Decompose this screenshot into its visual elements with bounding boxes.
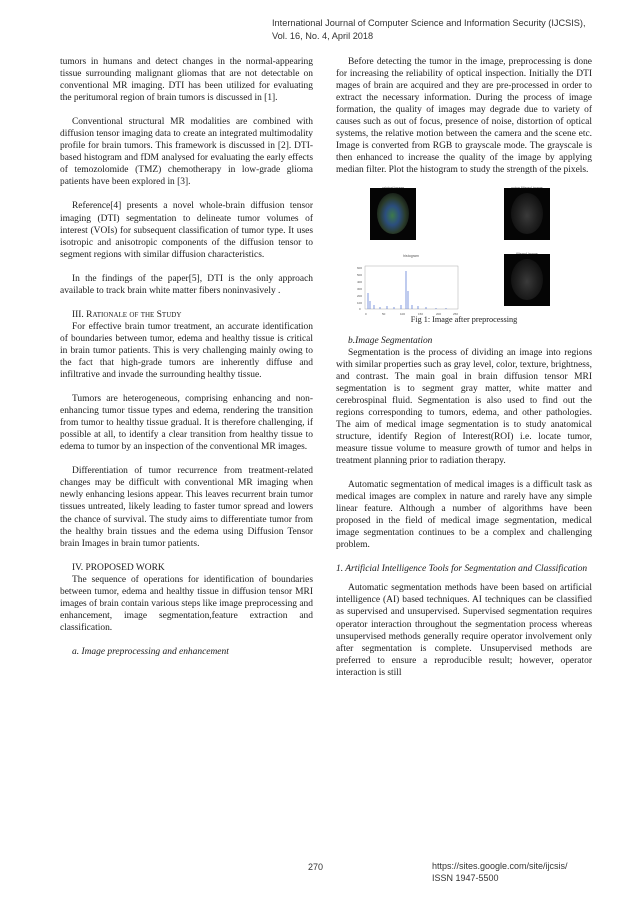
footer-url: https://sites.google.com/site/ijcsis/ — [432, 861, 568, 871]
footer-links — [432, 860, 568, 884]
left-paragraph-2: Conventional structural MR modalities are combined with diffusion tensor imaging data to create an integrated multimodality profile for brain tumors. This framework is discussed in [2]. DTI-based histogram and fDM analysed for evaluating the early effects of temozolomide (TMZ) chemotherapy in low-grade glioma patients have been explored in [3]. — [60, 117, 313, 188]
histogram-x-tick: 150 — [418, 311, 424, 316]
histogram-y-tick: 600 — [357, 265, 363, 270]
histogram-x-tick: 100 — [400, 311, 406, 316]
footer-issn: ISSN 1947-5500 — [432, 873, 499, 883]
left-paragraph-7: Differentiation of tumor recurrence from treatment-related changes may be difficult with conventional MR imaging when newly enhancing lesions appear. This leaves recurrent brain tumor tissues untreated, likely leading to faster tumor spread and lowers the chance of survival. The study aims to differentiate tumor from the healthy brain tissues and the edema using Diffusion Tensor brain Images in brain tumor patients. — [60, 466, 313, 549]
figure-panel-original — [352, 182, 434, 242]
left-paragraph-8: The sequence of operations for identification of boundaries between tumor, edema and healthy tissue in diffusion tensor MRI images of brain contain various steps like image preprocessing and enhancement, image segmentation,feature extraction and classification. — [60, 574, 313, 633]
histogram-y-tick: 500 — [357, 272, 363, 277]
histogram-y-tick: 100 — [357, 300, 363, 305]
histogram-x-tick: 50 — [382, 311, 386, 316]
left-paragraph-5: For effective brain tumor treatment, an accurate identification of boundaries between tumor, edema and healthy tissue is critical in brain tumor patients. This is very challenging mainly owing to the fact that high-grade tumors are inherently diffuse and infiltrative and invade the surrounding healthy tissue. — [60, 321, 313, 381]
subsection-b-title: b.Image Segmentation — [348, 335, 433, 346]
histogram-x-tick: 0 — [365, 311, 367, 316]
figure-panel-histogram — [356, 250, 466, 316]
panel-histogram-label: histogram — [403, 254, 419, 259]
right-column — [336, 56, 592, 679]
page-number: 270 — [308, 862, 324, 872]
figure-1 — [336, 182, 592, 316]
subsection-1-title: 1. Artificial Intelligence Tools for Segmentation and Classification — [336, 564, 588, 575]
left-paragraph-1: tumors in humans and detect changes in the normal-appearing tissue surrounding malignant gliomas that are not detectable on conventional MR imaging. DTI has been utilized for evaluating the peritumoral region of brain tumors is discussed in [1]. — [60, 57, 313, 104]
histogram-y-tick: 200 — [357, 293, 363, 298]
histogram-axes — [365, 266, 458, 309]
histogram-y-tick: 0 — [359, 306, 361, 311]
subsection-a-title: a. Image preprocessing and enhancement — [72, 646, 229, 657]
figure-panel-filtered — [486, 248, 568, 308]
right-paragraph-4: Automatic segmentation methods have been based on artificial intelligence (AI) based techniques. AI techniques can be classified as supervised and unsupervised. Supervised segmentation requires operator interaction throughout the segmentation process whereas unsupervised methods generally require operator involvement only after segmentation is complete. Unsupervised methods are preferred to ensure a reproducible result; however, operator interaction is still — [336, 583, 592, 678]
left-paragraph-4: In the findings of the paper[5], DTI is the only approach available to track brain white matter fibers noninvasively . — [60, 273, 313, 296]
left-paragraph-3: Reference[4] presents a novel whole-brain diffusion tensor imaging (DTI) segmentation to delineate tumor volumes of interest (VOIs) for subsequent classification of tumor type. It uses isotropic and anisotropic components of the diffusion tensor to segment regions with similar diffusion characteristics. — [60, 201, 313, 260]
histogram-x-tick: 200 — [436, 311, 442, 316]
histogram-chart — [356, 263, 466, 317]
right-paragraph-1: Before detecting the tumor in the image, preprocessing is done for increasing the reliability of optical inspection. Initially the DTI mages of brain are acquired and they are pre-processed in order to extract the necessary information. During the process of image formation, the quality of images may degrade due to variety of causes such as out of focus, presence of noise, distortion of optical systems, the relative motion between the camera and the scene etc. Image is converted from RGB to grayscale mode. The grayscale is then enhanced to increase the quality of the image by applying median filter. Plot the histogram to study the strength of the pixels. — [336, 57, 592, 176]
brain-image-original — [377, 193, 409, 234]
section-3-title: III. Rationale of the Study — [72, 309, 182, 320]
histogram-bars — [368, 271, 446, 309]
histogram-y-tick: 300 — [357, 286, 363, 291]
left-column — [60, 56, 313, 658]
left-paragraph-6: Tumors are heterogeneous, comprising enhancing and non-enhancing tumor tissue types and edema, rendering the transition from tumor to healthy tissue gradual. It is therefore challenging, if possible at all, to identify a clear transition from healthy tissue to edema to tumor by an inspection of the conventional MR images. — [60, 394, 313, 453]
histogram-x-tick: 250 — [453, 311, 459, 316]
right-paragraph-2: Segmentation is the process of dividing an image into regions with similar properties such as gray level, color, texture, brightness, and contrast. The main goal in brain diffusion tensor MRI segmentation is to segment gray matter, white matter and cerebrospinal fluid. Segmentation is also used to find out the regions corresponding to tumors, edema, and other pathologies. The aim of medical image segmentation is to study anatomical structure, identify Region of Interest(ROI) i.e. locate tumor, measure tissue volume to measure growth of tumor and helps in treatment planning prior to radiation therapy. — [336, 347, 592, 466]
journal-volume: Vol. 16, No. 4, April 2018 — [272, 30, 374, 41]
figure-1-caption: Fig 1: Image after preprocessing — [410, 315, 518, 325]
journal-header — [272, 17, 586, 42]
histogram-y-tick: 400 — [357, 279, 363, 284]
journal-title: International Journal of Computer Science and Information Security (IJCSIS), — [272, 18, 586, 28]
right-paragraph-3: Automatic segmentation of medical images is a difficult task as medical images are complex in nature and rarely have any simple linear feature. Although a number of algorithms have been proposed in the field of medical image segmentation, medical image segmentation continues to be a complex and challenging problem. — [336, 480, 592, 551]
brain-image-filtered — [511, 259, 543, 300]
figure-panel-noise-filtered — [486, 182, 568, 242]
brain-image-noise-filtered — [511, 193, 543, 234]
section-4-title: IV. PROPOSED WORK — [72, 562, 165, 573]
